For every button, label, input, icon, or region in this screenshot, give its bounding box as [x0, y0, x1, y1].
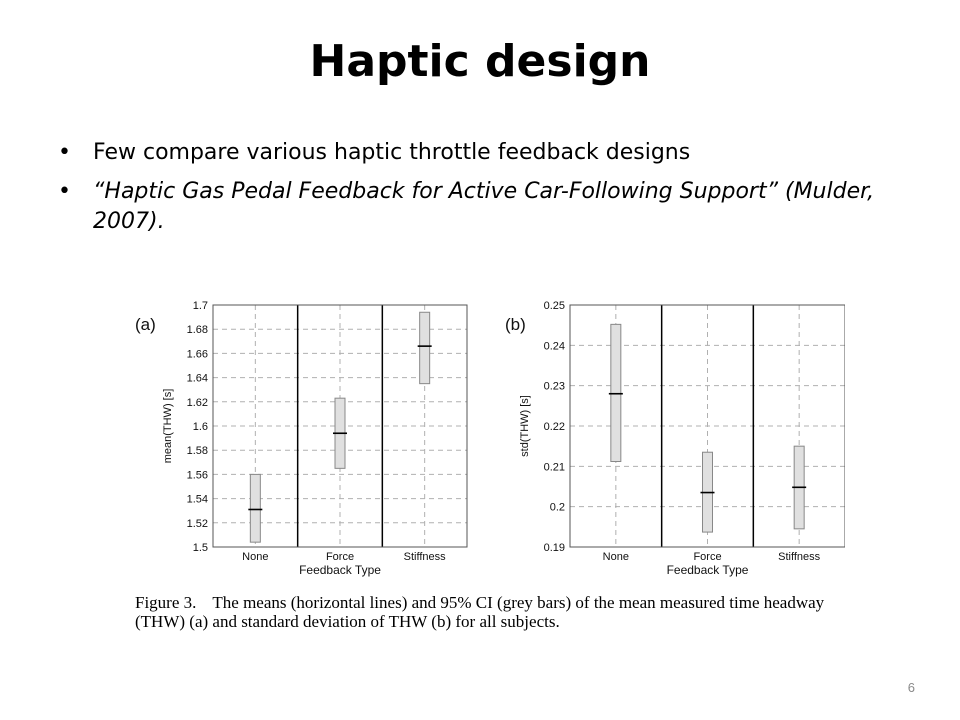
- panel-label: (a): [135, 315, 156, 334]
- bullet-item: [58, 177, 918, 237]
- bullet-dot: •: [58, 140, 71, 165]
- ci-bar: [611, 324, 621, 461]
- figure-caption: [135, 593, 875, 631]
- y-tick-label: 0.24: [543, 340, 565, 353]
- y-tick-label: 1.64: [186, 372, 208, 385]
- y-tick-label: 1.56: [186, 469, 208, 482]
- caption-text: The means (horizontal lines) and 95% CI (grey bars) of the mean measured time headway (THW) (a) and standard deviation of THW (b) for all subjects.: [135, 593, 825, 631]
- bullet-text: Few compare various haptic throttle feedback designs: [93, 140, 691, 165]
- figure-charts: [125, 285, 845, 590]
- panel-label: (b): [505, 315, 526, 334]
- slide-title: Haptic design: [309, 36, 651, 87]
- x-tick-label: Force: [325, 551, 355, 563]
- y-tick-label: 0.19: [543, 542, 565, 554]
- y-tick-label: 1.5: [192, 542, 208, 554]
- caption-label: Figure 3.: [135, 593, 197, 612]
- y-tick-label: 1.66: [186, 348, 208, 361]
- chart-panel-b: [505, 300, 845, 577]
- y-tick-label: 1.54: [186, 493, 208, 506]
- y-tick-label: 1.7: [192, 300, 208, 312]
- x-axis-label: Feedback Type: [666, 563, 749, 577]
- y-axis-label: mean(THW) [s]: [162, 388, 174, 464]
- y-tick-label: 1.6: [192, 421, 208, 433]
- ci-bar: [250, 474, 260, 542]
- x-tick-label: Stiffness: [403, 551, 446, 563]
- bullet-text: “Haptic Gas Pedal Feedback for Active Car-Following Support” (Mulder, 2007).: [93, 179, 875, 234]
- bullet-item: [58, 138, 918, 168]
- x-tick-label: None: [602, 551, 629, 563]
- chart-panel-a: [135, 300, 467, 577]
- y-axis-label: std(THW) [s]: [519, 395, 531, 457]
- y-tick-label: 0.2: [549, 501, 565, 514]
- y-tick-label: 1.58: [186, 445, 208, 458]
- y-tick-label: 1.68: [186, 324, 208, 337]
- y-tick-label: 0.22: [543, 421, 565, 433]
- bullet-list: [58, 138, 918, 246]
- y-tick-label: 0.21: [543, 461, 565, 474]
- y-tick-label: 0.23: [543, 380, 565, 393]
- page-number: 6: [907, 680, 915, 695]
- y-tick-label: 1.52: [186, 517, 208, 530]
- ci-bar: [420, 312, 430, 383]
- x-axis-label: Feedback Type: [299, 563, 381, 577]
- x-tick-label: None: [242, 551, 269, 563]
- bullet-dot: •: [58, 179, 71, 204]
- y-tick-label: 1.62: [186, 396, 208, 409]
- x-tick-label: Stiffness: [778, 551, 821, 563]
- y-tick-label: 0.25: [543, 300, 565, 312]
- x-tick-label: Force: [693, 551, 722, 563]
